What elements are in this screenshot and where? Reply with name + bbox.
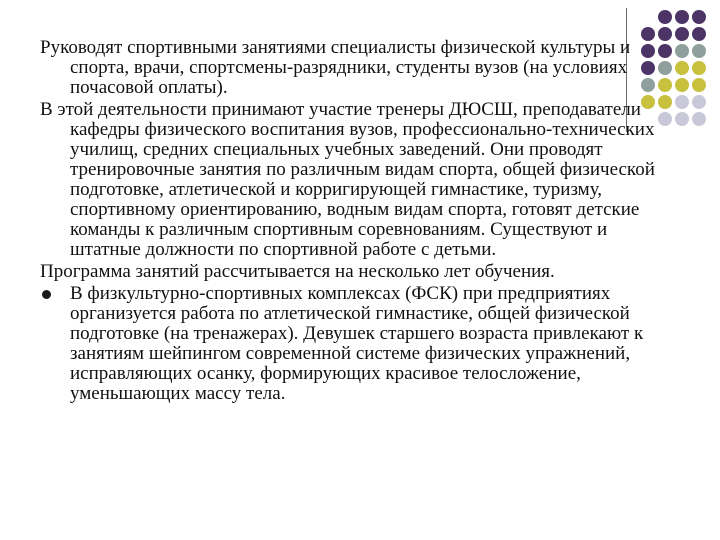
bullet-item-fsk: [40, 284, 682, 404]
decorative-dot-icon: [658, 10, 672, 24]
decorative-dot-icon: [692, 27, 706, 41]
paragraph-leaders: Руководят спортивными занятиями специалисты физической культуры и спорта, врачи, спортсмены-разрядники, студенты вузов (на условиях почасовой оплаты).: [40, 37, 631, 98]
bullet-text: В физкультурно-спортивных комплексах (ФСК) при предприятиях организуется работа по атлетической гимнастике, общей физической подготовке (на тренажерах). Девушек старшего возраста привлекают к занятиям шейпингом современной системе физических упражнений, исправляющих осанку, формирующих красивое телосложение, уменьшающих массу тела.: [70, 283, 644, 404]
decorative-dot-icon: [675, 10, 689, 24]
decorative-dot-icon: [692, 112, 706, 126]
decorative-dot-icon: [692, 78, 706, 92]
slide-text: [40, 38, 682, 404]
decorative-dot-icon: [692, 10, 706, 24]
decorative-dot-icon: [692, 44, 706, 58]
paragraph-participants: В этой деятельности принимают участие тренеры ДЮСШ, преподаватели кафедры физического воспитания вузов, профессионально-технических училищ, средних специальных учебных заведений. Они проводят тренировочные занятия по различным видам спорта, общей физической подготовке, атлетической и корригирующей гимнастике, туризму, спортивному ориентированию, водным видам спорта, готовят детские команды к различным спортивным соревнованиям. Существуют и штатные должности по спортивной работе с детьми.: [40, 99, 655, 260]
paragraph-program: Программа занятий рассчитывается на несколько лет обучения.: [40, 261, 555, 282]
decorative-dot-icon: [692, 95, 706, 109]
bullet-icon: [42, 290, 51, 299]
decorative-dot-icon: [692, 61, 706, 75]
